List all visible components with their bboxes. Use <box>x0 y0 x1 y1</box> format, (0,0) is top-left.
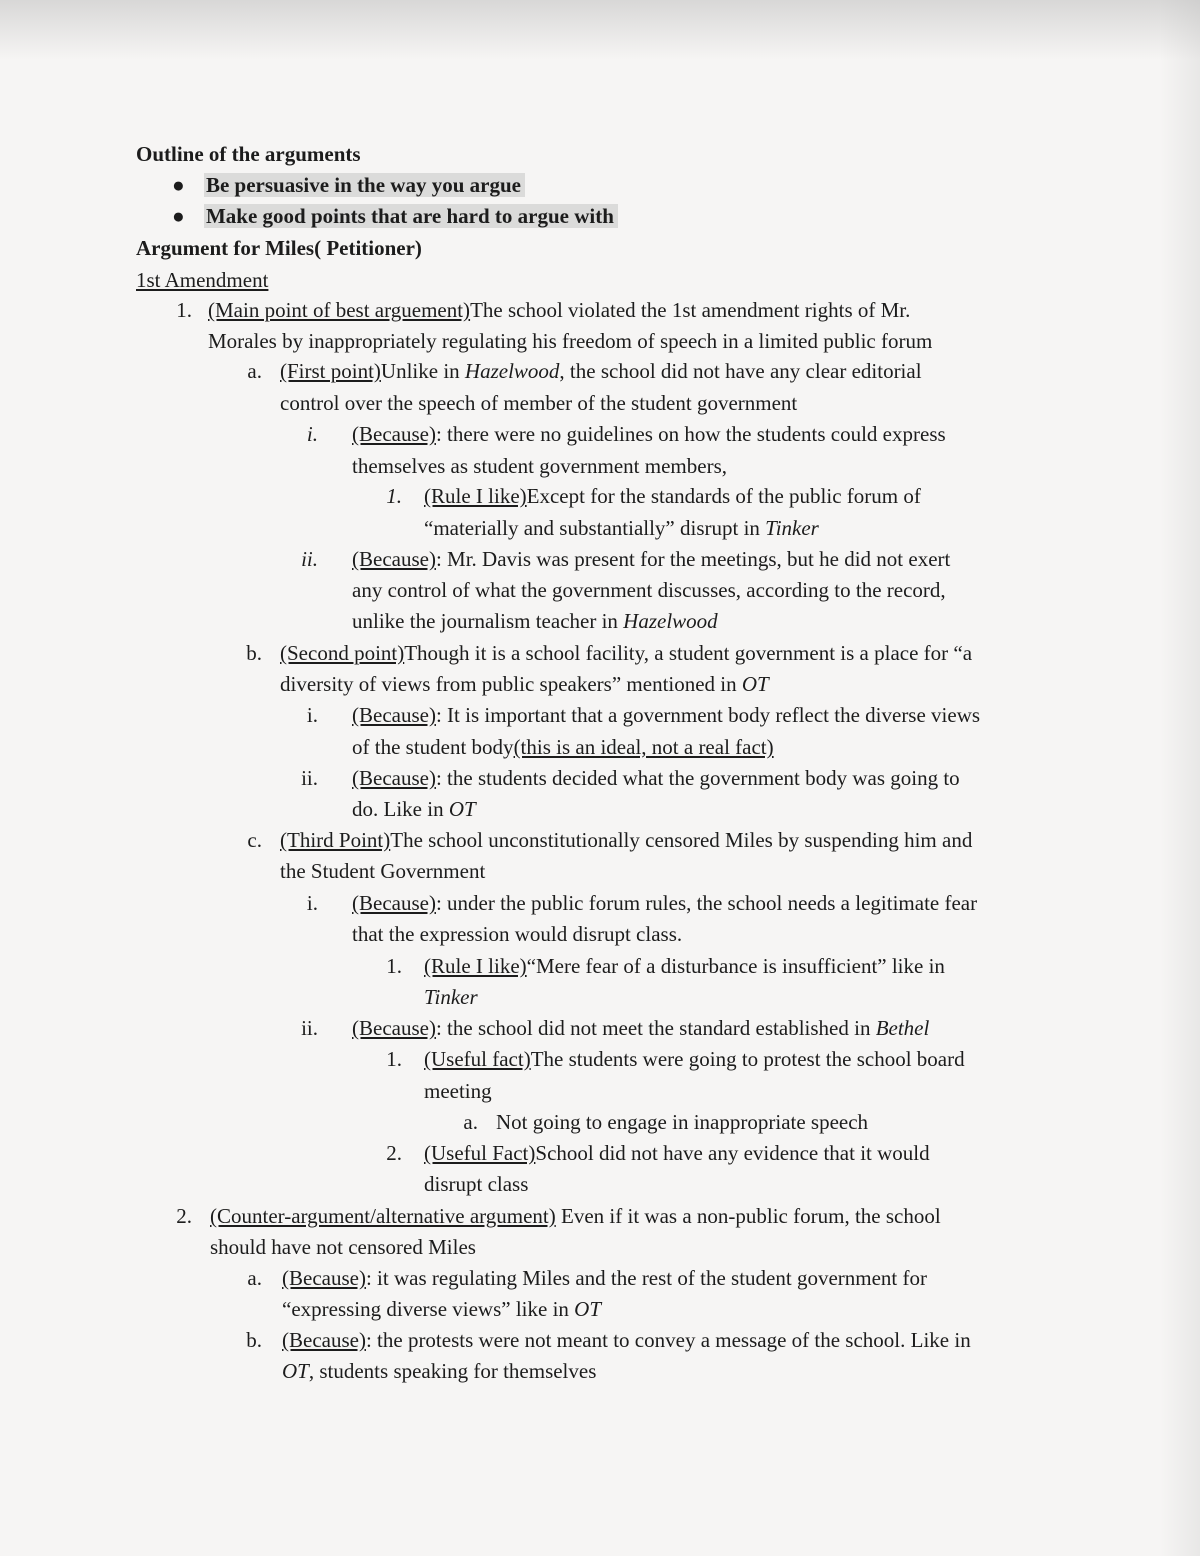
bullet-text: Be persuasive in the way you argue <box>204 173 525 197</box>
list-marker: 1. <box>176 298 192 322</box>
label-useful-fact: (Useful Fact) <box>424 1141 536 1165</box>
list-marker: c. <box>247 828 262 852</box>
section-heading: 1st Amendment <box>136 268 269 292</box>
label-because: (Because) <box>282 1266 366 1290</box>
list-marker: 1. <box>386 1047 402 1071</box>
list-marker: i. <box>306 422 318 446</box>
ideal-note: (this is an ideal, not a real fact) <box>513 735 774 759</box>
outline-line: of the student body(this is an ideal, not a real fact) <box>352 735 774 759</box>
outline-line: OT, students speaking for themselves <box>282 1359 597 1383</box>
label-because: (Because) <box>352 422 436 446</box>
outline-line: (Third Point)The school unconstitutionally censored Miles by suspending him and <box>280 828 973 852</box>
outline-line: the Student Government <box>280 859 486 883</box>
label-second-point: (Second point) <box>280 641 405 665</box>
outline-line: do. Like in OT <box>352 797 476 821</box>
label-useful-fact: (Useful fact) <box>424 1047 531 1071</box>
outline-line: “expressing diverse views” like in OT <box>282 1297 602 1321</box>
outline-line: (Because): under the public forum rules, the school needs a legitimate fear <box>352 891 978 915</box>
label-main-point: (Main point of best arguement) <box>208 298 471 322</box>
outline-line: (Because): it was regulating Miles and the rest of the student government for <box>282 1266 927 1290</box>
label-counter-argument: (Counter-argument/alternative argument) <box>210 1204 556 1228</box>
list-marker: a. <box>463 1110 478 1134</box>
outline-line: (Counter-argument/alternative argument) Even if it was a non-public forum, the school <box>210 1204 941 1228</box>
label-rule: (Rule I like) <box>424 484 527 508</box>
outline-line: (Useful Fact)School did not have any evidence that it would <box>424 1141 930 1165</box>
list-marker: 1. <box>386 954 402 978</box>
label-because: (Because) <box>352 891 436 915</box>
list-marker: ii. <box>301 547 318 571</box>
list-marker: ii. <box>301 766 318 790</box>
outline-line: that the expression would disrupt class. <box>352 922 683 946</box>
outline-line: should have not censored Miles <box>210 1235 476 1259</box>
outline-line: meeting <box>424 1079 492 1103</box>
outline-line: (Because): the protests were not meant to convey a message of the school. Like in <box>282 1328 971 1352</box>
bullet-icon: ● <box>172 173 185 197</box>
outline-line: (Because): there were no guidelines on how the students could express <box>352 422 946 446</box>
outline-line: Tinker <box>424 985 478 1009</box>
outline-line: themselves as student government members, <box>352 454 727 478</box>
list-marker: b. <box>246 641 262 665</box>
outline-line: (Second point)Though it is a school facility, a student government is a place for “a <box>280 641 973 665</box>
outline-line: (Main point of best arguement)The school violated the 1st amendment rights of Mr. <box>208 298 911 322</box>
outline-line: Not going to engage in inappropriate speech <box>496 1110 869 1134</box>
bullet-text: Make good points that are hard to argue with <box>204 204 618 228</box>
outline-line: unlike the journalism teacher in Hazelwood <box>352 609 718 633</box>
label-because: (Because) <box>282 1328 366 1352</box>
list-marker: i. <box>306 703 318 727</box>
outline-line: (Useful fact)The students were going to protest the school board <box>424 1047 965 1071</box>
outline-line: (Because): It is important that a government body reflect the diverse views <box>352 703 981 727</box>
list-marker: 2. <box>386 1141 402 1165</box>
outline-line: (Rule I like)“Mere fear of a disturbance is insufficient” like in <box>424 954 945 978</box>
label-because: (Because) <box>352 766 436 790</box>
list-marker: a. <box>247 359 262 383</box>
bullet-item <box>172 203 618 229</box>
list-marker: 1. <box>386 484 402 508</box>
outline-line: (Because): Mr. Davis was present for the meetings, but he did not exert <box>352 547 951 571</box>
outline-line: any control of what the government discusses, according to the record, <box>352 578 946 602</box>
bullet-icon: ● <box>172 204 185 228</box>
outline-line: Morales by inappropriately regulating his freedom of speech in a limited public forum <box>208 329 933 353</box>
label-third-point: (Third Point) <box>280 828 391 852</box>
list-marker: a. <box>247 1266 262 1290</box>
outline-line: “materially and substantially” disrupt in Tinker <box>424 516 819 540</box>
outline-line: (First point)Unlike in Hazelwood, the school did not have any clear editorial <box>280 359 922 383</box>
label-because: (Because) <box>352 1016 436 1040</box>
list-marker: b. <box>246 1328 262 1352</box>
list-marker: 2. <box>176 1204 192 1228</box>
label-first-point: (First point) <box>280 359 381 383</box>
outline-line: diversity of views from public speakers” mentioned in OT <box>280 672 769 696</box>
outline-line: (Because): the students decided what the government body was going to <box>352 766 960 790</box>
outline-line: disrupt class <box>424 1172 529 1196</box>
scan-shadow-right <box>1160 0 1200 1556</box>
argument-title: Argument for Miles( Petitioner) <box>136 236 422 260</box>
outline-line: (Rule I like)Except for the standards of the public forum of <box>424 484 921 508</box>
list-marker: i. <box>306 891 318 915</box>
list-marker: ii. <box>301 1016 318 1040</box>
label-because: (Because) <box>352 547 436 571</box>
scan-shadow-top <box>0 0 1200 60</box>
outline-line: control over the speech of member of the student government <box>280 391 798 415</box>
outline-line: (Because): the school did not meet the standard established in Bethel <box>352 1016 930 1040</box>
outline-heading: Outline of the arguments <box>136 142 361 166</box>
label-rule: (Rule I like) <box>424 954 527 978</box>
label-because: (Because) <box>352 703 436 727</box>
bullet-item <box>172 172 525 198</box>
